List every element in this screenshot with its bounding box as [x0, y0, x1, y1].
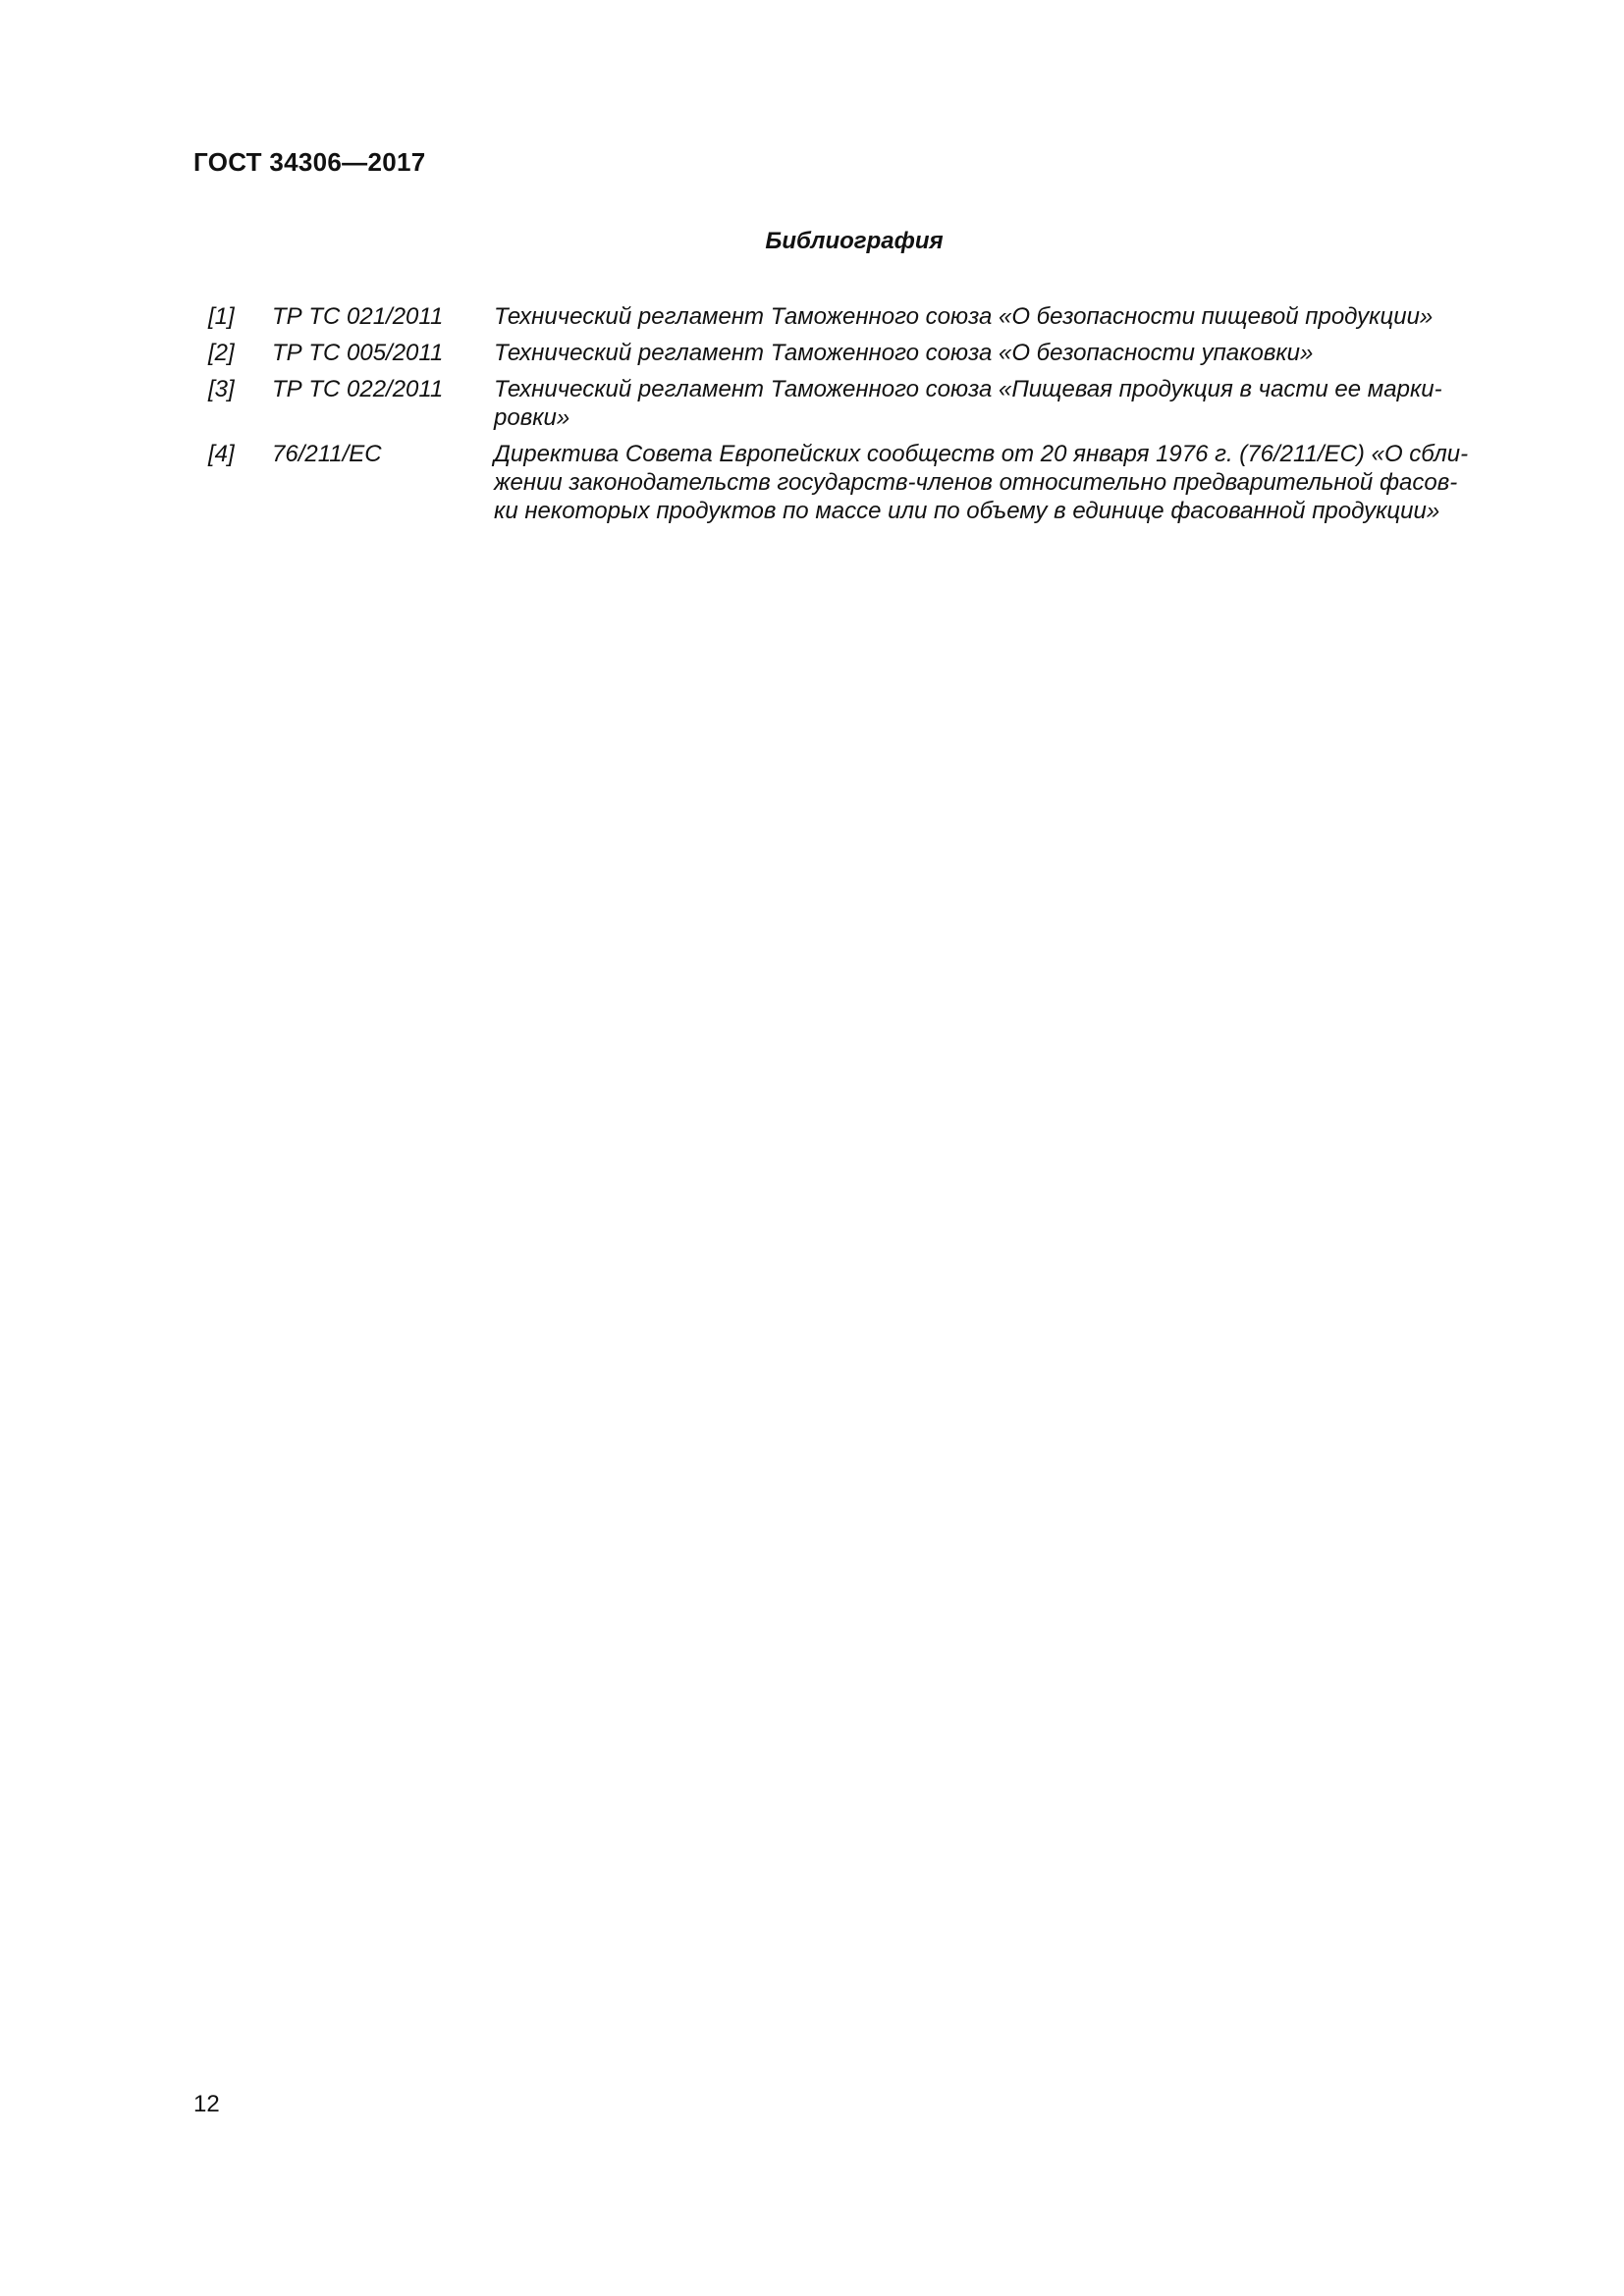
entry-code: ТР ТС 005/2011	[272, 340, 444, 366]
bibliography-entry-2	[208, 339, 1514, 367]
entry-title-line: жении законодательств государств-членов относительно предварительной фасов-	[494, 469, 1458, 496]
entry-title	[494, 339, 1495, 367]
entry-code: 76/211/ЕС	[272, 441, 382, 467]
bibliography-entry-3	[208, 375, 1514, 432]
entry-title-line: ровки»	[494, 404, 570, 431]
entry-number: [1]	[208, 303, 235, 330]
entry-title-line: ки некоторых продуктов по массе или по объему в единице фасованной продукции»	[494, 498, 1440, 524]
entry-title	[494, 375, 1495, 432]
entry-code: ТР ТС 022/2011	[272, 376, 444, 402]
page-number: 12	[193, 2091, 220, 2117]
entry-title	[494, 440, 1495, 525]
entry-title-line: Технический регламент Таможенного союза «О безопасности пищевой продукции»	[494, 303, 1434, 330]
bibliography-entry-1	[208, 302, 1514, 331]
entry-title-line: Директива Совета Европейских сообществ от 20 января 1976 г. (76/211/ЕС) «О сбли-	[494, 441, 1469, 467]
bibliography-list	[208, 302, 1514, 533]
entry-title-line: Технический регламент Таможенного союза «О безопасности упаковки»	[494, 340, 1314, 366]
section-title: Библиография	[765, 228, 944, 254]
entry-number: [4]	[208, 441, 235, 467]
entry-title	[494, 302, 1495, 331]
entry-number: [2]	[208, 340, 235, 366]
standard-designation: ГОСТ 34306—2017	[193, 147, 426, 177]
entry-code: ТР ТС 021/2011	[272, 303, 444, 330]
entry-title-line: Технический регламент Таможенного союза «Пищевая продукция в части ее марки-	[494, 376, 1442, 402]
entry-number: [3]	[208, 376, 235, 402]
bibliography-entry-4	[208, 440, 1514, 525]
